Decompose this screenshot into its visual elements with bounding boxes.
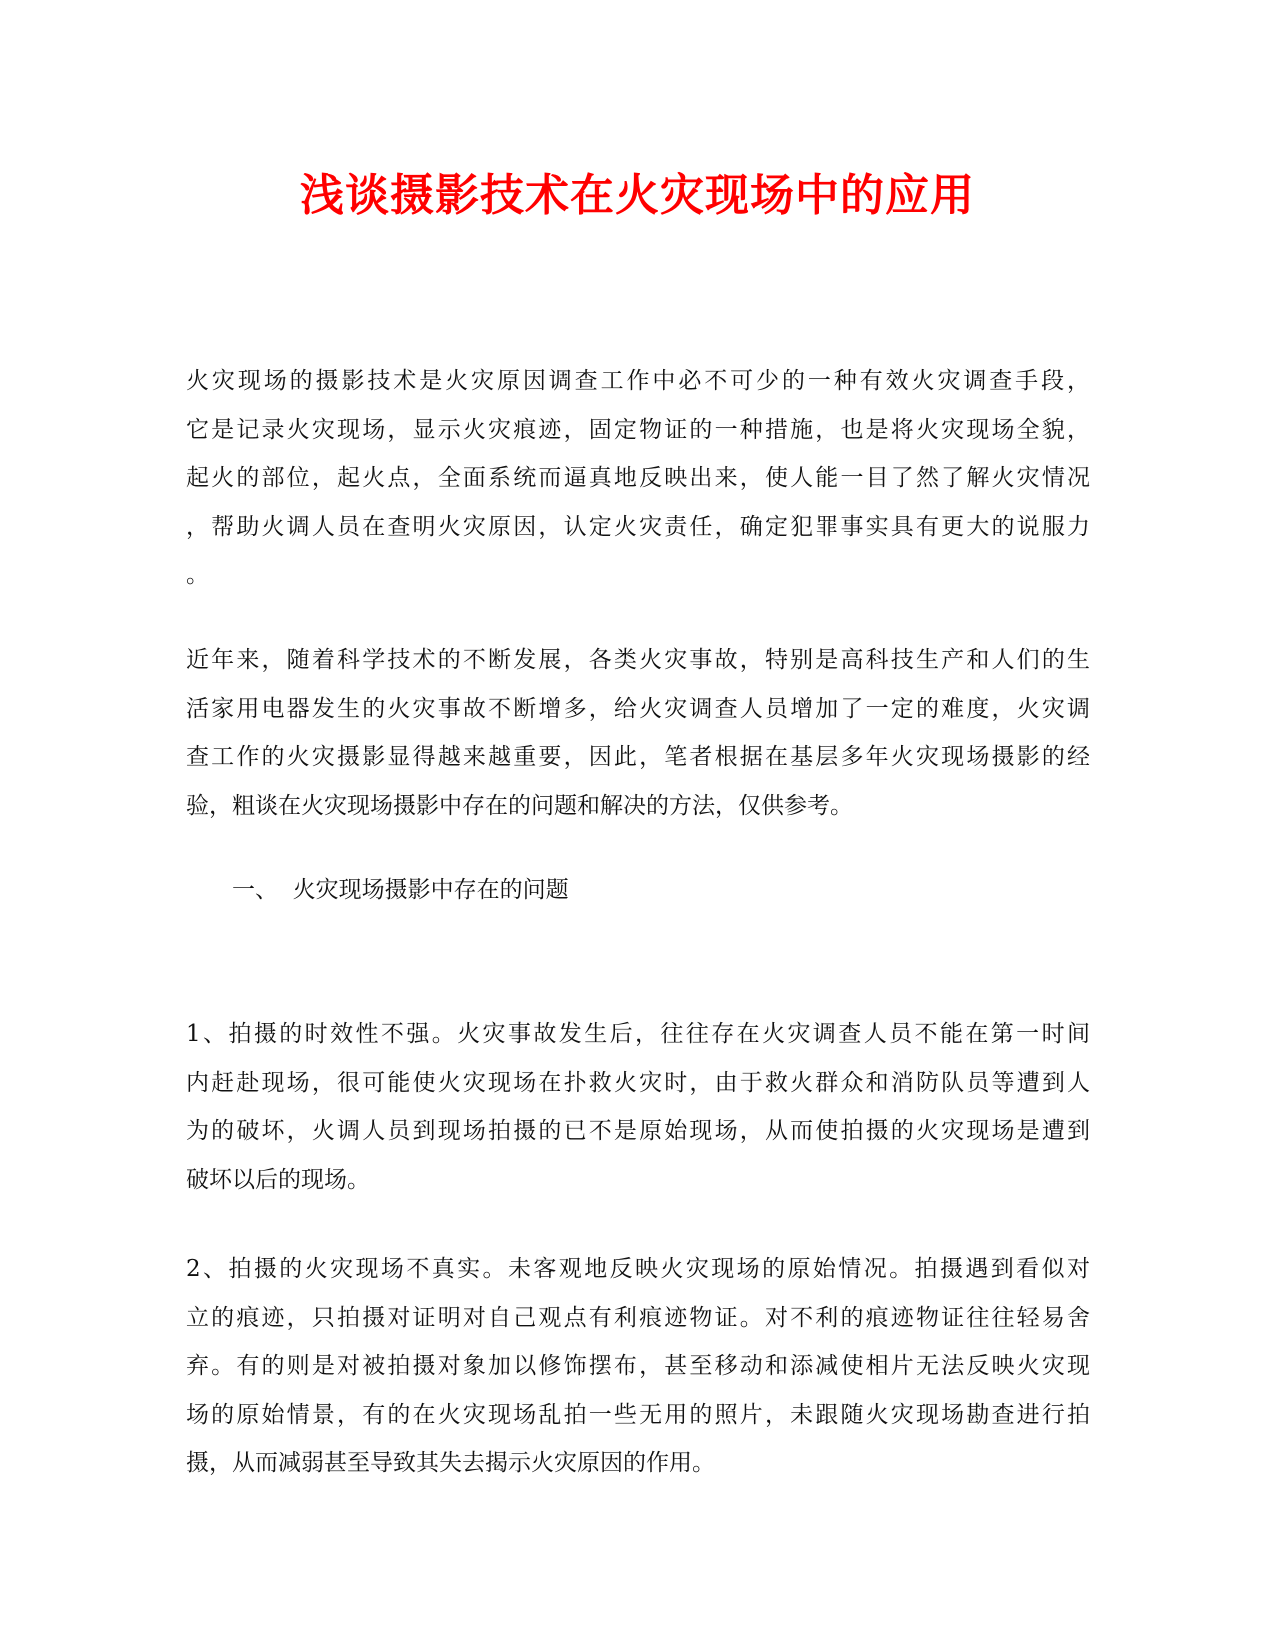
text-line: 查工作的火灾摄影显得越来越重要，因此，笔者根据在基层多年火灾现场摄影的经	[186, 744, 1090, 770]
text-line: 弃。有的则是对被拍摄对象加以修饰摆布，甚至移动和添减使相片无法反映火灾现	[186, 1353, 1090, 1379]
section-heading: 一、 火灾现场摄影中存在的问题	[232, 877, 569, 903]
paragraph-background	[186, 636, 1090, 830]
text-line: 起火的部位，起火点，全面系统而逼真地反映出来，使人能一目了然了解火灾情况	[186, 465, 1090, 491]
text-line: 场的原始情景，有的在火灾现场乱拍一些无用的照片，未跟随火灾现场勘查进行拍	[186, 1401, 1090, 1428]
paragraph-issue-1	[186, 1010, 1090, 1204]
text-line: 2、拍摄的火灾现场不真实。未客观地反映火灾现场的原始情况。拍摄遇到看似对	[186, 1256, 1090, 1282]
text-line: 近年来，随着科学技术的不断发展，各类火灾事故，特别是高科技生产和人们的生	[186, 647, 1090, 673]
text-line: 它是记录火灾现场，显示火灾痕迹，固定物证的一种措施，也是将火灾现场全貌，	[186, 416, 1090, 443]
text-line: 验，粗谈在火灾现场摄影中存在的问题和解决的方法，仅供参考。	[186, 792, 853, 819]
text-line: 立的痕迹，只拍摄对证明对自己观点有利痕迹物证。对不利的痕迹物证往往轻易舍	[186, 1304, 1090, 1331]
text-line: 内赶赴现场，很可能使火灾现场在扑救火灾时，由于救火群众和消防队员等遭到人	[186, 1069, 1090, 1096]
document-title: 浅谈摄影技术在火灾现场中的应用	[300, 170, 975, 221]
text-line: 1、拍摄的时效性不强。火灾事故发生后，往往存在火灾调查人员不能在第一时间	[186, 1021, 1090, 1047]
text-line: 为的破坏，火调人员到现场拍摄的已不是原始现场，从而使拍摄的火灾现场是遭到	[186, 1118, 1090, 1144]
text-line: ，帮助火调人员在查明火灾原因，认定火灾责任，确定犯罪事实具有更大的说服力	[186, 513, 1090, 540]
text-line: 破坏以后的现场。	[186, 1166, 370, 1193]
paragraph-intro	[186, 357, 1090, 600]
text-line: 摄，从而减弱甚至导致其失去揭示火灾原因的作用。	[186, 1450, 715, 1476]
text-line: 火灾现场的摄影技术是火灾原因调查工作中必不可少的一种有效火灾调查手段，	[186, 368, 1090, 394]
paragraph-issue-2	[186, 1245, 1090, 1488]
text-line: 。	[186, 562, 209, 588]
text-line: 活家用电器发生的火灾事故不断增多，给火灾调查人员增加了一定的难度，火灾调	[186, 695, 1090, 722]
